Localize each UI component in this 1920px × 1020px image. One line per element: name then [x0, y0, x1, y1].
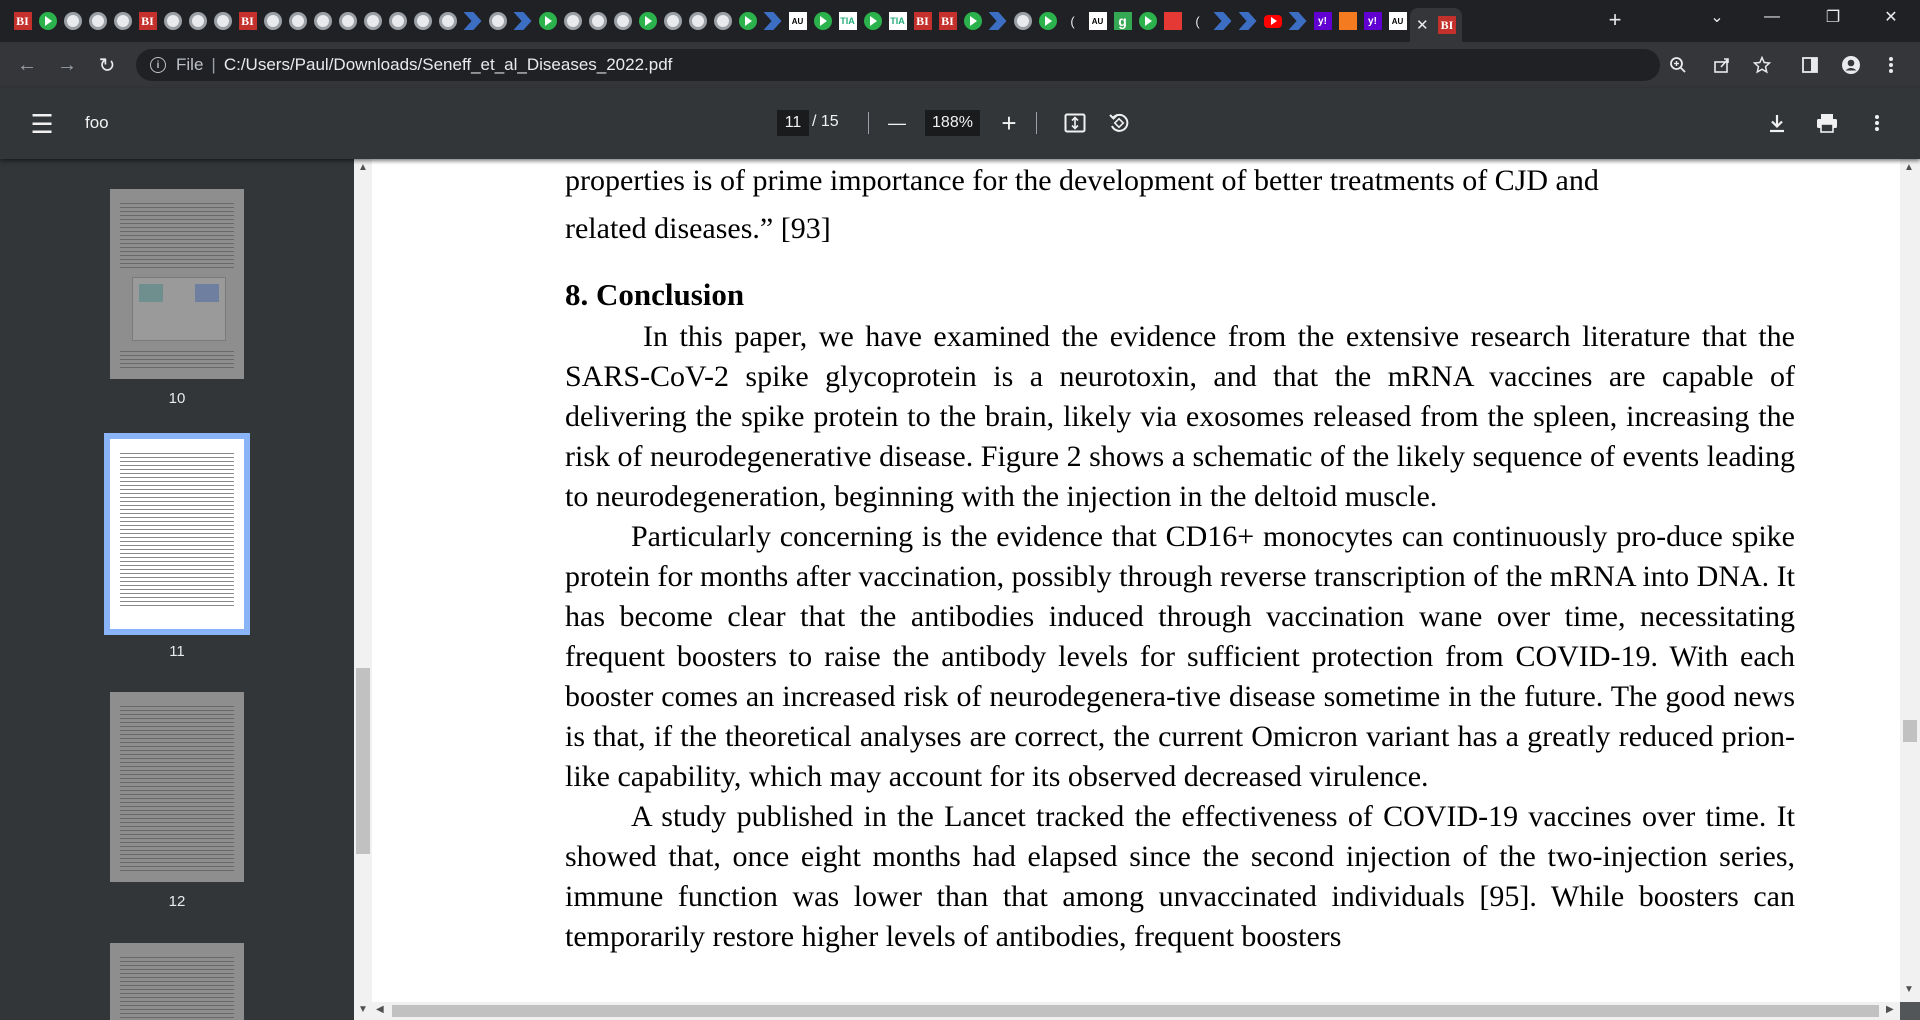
play-favicon-icon [639, 12, 657, 30]
browser-tab[interactable] [1235, 8, 1260, 34]
info-icon[interactable]: i [150, 57, 166, 73]
paren-favicon-icon: ( [1070, 13, 1075, 29]
page-thumbnail-12[interactable] [110, 692, 244, 910]
chrome-favicon-icon [289, 12, 307, 30]
browser-tab[interactable] [1360, 8, 1385, 34]
play-favicon-icon [739, 12, 757, 30]
thumbnail-image [110, 943, 244, 1020]
browser-tab[interactable] [1035, 8, 1060, 34]
chrome-favicon-icon [564, 12, 582, 30]
page-thumbnail-13[interactable] [110, 943, 244, 1020]
browser-tab[interactable] [985, 8, 1010, 34]
thumbnail-label: 11 [169, 643, 185, 660]
y-favicon-icon: y! [1364, 12, 1382, 30]
kebab-icon[interactable] [1876, 50, 1906, 80]
play-favicon-icon [39, 12, 57, 30]
horizontal-scroll-thumb[interactable] [392, 1005, 1879, 1017]
download-icon[interactable] [1762, 108, 1792, 138]
document-title: foo [85, 113, 109, 132]
chrome-favicon-icon [614, 12, 632, 30]
browser-tab[interactable] [60, 8, 85, 34]
browser-tab[interactable] [35, 8, 60, 34]
section-heading: 8. Conclusion [565, 277, 745, 312]
y-favicon-icon: y! [1314, 12, 1332, 30]
browser-tab[interactable] [1135, 8, 1160, 34]
browser-tab[interactable] [885, 8, 910, 34]
toolbar-divider [868, 112, 869, 134]
red-favicon-icon [1164, 12, 1182, 30]
chev-favicon-icon [1214, 12, 1232, 30]
browser-tab[interactable] [1285, 8, 1310, 34]
g-favicon-icon: g [1114, 12, 1132, 30]
chrome-favicon-icon [714, 12, 732, 30]
restore-button[interactable]: ❐ [1825, 9, 1841, 26]
paragraph-line-end: related diseases.” [93] [565, 212, 831, 245]
browser-tab[interactable] [535, 8, 560, 34]
document-viewer[interactable] [372, 159, 1900, 1002]
url-scheme: File [176, 55, 204, 74]
minimize-button[interactable]: — [1764, 8, 1780, 25]
page-number-input[interactable]: 11 [777, 110, 809, 136]
tab-search-button[interactable]: ⌄ [1710, 9, 1724, 26]
star-icon[interactable] [1750, 53, 1774, 77]
browser-tab[interactable] [1160, 8, 1185, 34]
zoom-in-button[interactable]: + [1001, 107, 1017, 138]
reload-button[interactable]: ↻ [98, 54, 116, 77]
browser-tab[interactable] [610, 8, 635, 34]
scroll-up-arrow-icon[interactable]: ▲ [1904, 162, 1914, 173]
browser-tab[interactable] [410, 8, 435, 34]
zoom-icon[interactable] [1666, 53, 1690, 77]
thumbnail-sidebar [0, 159, 354, 1020]
chev-favicon-icon [464, 12, 482, 30]
bi-favicon-icon: BI [914, 12, 932, 30]
browser-tab[interactable] [210, 8, 235, 34]
bi-favicon-icon: BI [1438, 16, 1456, 34]
yt-favicon-icon [1264, 15, 1282, 28]
browser-tab[interactable] [685, 8, 710, 34]
thumbnail-image [110, 189, 244, 379]
chrome-favicon-icon [364, 12, 382, 30]
play-favicon-icon [539, 12, 557, 30]
active-browser-tab[interactable] [1410, 8, 1462, 42]
chrome-favicon-icon [1014, 12, 1032, 30]
play-favicon-icon [1139, 12, 1157, 30]
more-actions-icon[interactable] [1862, 108, 1892, 138]
partial-text-line: properties is of prime importance for the development of better treatments of CJD and [565, 164, 1599, 197]
chrome-favicon-icon [314, 12, 332, 30]
browser-tab[interactable] [335, 8, 360, 34]
chrome-favicon-icon [164, 12, 182, 30]
txt-favicon-icon: AU [1089, 12, 1107, 30]
browser-tab[interactable] [1260, 8, 1285, 34]
bi-favicon-icon: BI [14, 12, 32, 30]
scroll-right-arrow-icon[interactable]: ▶ [1886, 1004, 1894, 1015]
browser-tab[interactable] [1385, 8, 1410, 34]
new-tab-button[interactable]: + [1608, 7, 1622, 32]
browser-tab[interactable] [1210, 8, 1235, 34]
paragraph: In this paper, we have examined the evidence from the extensive research literature that the SARS-CoV-2 spike glycoprotein is a neurotoxin, and that the mRNA vaccines are capable of delivering the spike protein to the brain, likely via exosomes released from the spleen, increasing the risk of neurodegenerative disease. Figure 2 shows a schematic of the likely sequence of events leading to neurodegeneration, beginning with the injection in the deltoid muscle. [565, 320, 1795, 513]
browser-tab[interactable] [710, 8, 735, 34]
browser-tab[interactable] [735, 8, 760, 34]
browser-tab[interactable] [510, 8, 535, 34]
chrome-favicon-icon [189, 12, 207, 30]
browser-tab[interactable] [585, 8, 610, 34]
chev-favicon-icon [1239, 12, 1257, 30]
profile-icon[interactable] [1836, 50, 1866, 80]
address-bar[interactable] [136, 49, 1660, 81]
browser-tab[interactable] [810, 8, 835, 34]
scroll-down-arrow-icon[interactable]: ▼ [358, 1004, 368, 1015]
figure-diagram [132, 277, 226, 341]
tile-favicon-icon: TIA [839, 12, 857, 30]
paren-favicon-icon: ( [1195, 13, 1200, 29]
bi-favicon-icon: BI [239, 12, 257, 30]
browser-tab[interactable] [860, 8, 885, 34]
browser-tab[interactable] [1060, 8, 1085, 34]
browser-tab[interactable] [185, 8, 210, 34]
browser-tab[interactable] [160, 8, 185, 34]
browser-tab[interactable] [460, 8, 485, 34]
chrome-favicon-icon [439, 12, 457, 30]
back-button[interactable]: ← [17, 53, 37, 76]
chrome-favicon-icon [589, 12, 607, 30]
chev-favicon-icon [1289, 12, 1307, 30]
browser-tab[interactable] [1085, 8, 1110, 34]
side-panel-icon[interactable] [1795, 50, 1825, 80]
share-icon[interactable] [1710, 53, 1734, 77]
play-favicon-icon [814, 12, 832, 30]
scroll-up-arrow-icon[interactable]: ▲ [358, 162, 368, 173]
browser-tab[interactable] [660, 8, 685, 34]
bi-favicon-icon: BI [939, 12, 957, 30]
pdf-toolbar [0, 88, 1920, 159]
play-favicon-icon [1039, 12, 1057, 30]
txt-favicon-icon: AU [1389, 12, 1407, 30]
txt-favicon-icon: AU [789, 12, 807, 30]
paragraph: Particularly concerning is the evidence that CD16+ monocytes can continuously pro-duce spike protein for months after vaccination, possibly through reverse transcription of the mRNA into DNA. It has become clear that the antibodies induced through vaccination wane over time, necessitating frequent boosters to raise the antibody levels for sufficient protection from COVID-19. With each booster comes an increased risk of neurodegenera-tive disease sometime in the future. The good news is that, if the theoretical analyses are correct, the current Omicron variant has a greatly reduced prion-like capability, which may account for its observed decreased virulence. [565, 520, 1795, 793]
zoom-input[interactable]: 188% [925, 110, 980, 136]
tab-strip [0, 0, 1920, 42]
browser-tab[interactable] [835, 8, 860, 34]
browser-tab[interactable] [260, 8, 285, 34]
browser-toolbar [0, 42, 1920, 88]
chrome-favicon-icon [389, 12, 407, 30]
thumbnail-label: 10 [168, 390, 186, 407]
browser-tab[interactable] [1185, 8, 1210, 34]
browser-tab[interactable] [360, 8, 385, 34]
print-icon[interactable] [1812, 108, 1842, 138]
page-content [565, 209, 1795, 957]
window-close-button[interactable]: ✕ [1884, 9, 1898, 26]
chrome-favicon-icon [664, 12, 682, 30]
bi-favicon-icon: BI [139, 12, 157, 30]
browser-tab[interactable] [235, 8, 260, 34]
sidebar-scroll-thumb[interactable] [356, 668, 370, 854]
document-scroll-thumb[interactable] [1903, 720, 1917, 742]
tab-close-icon[interactable]: ✕ [1416, 17, 1429, 34]
browser-tab[interactable] [110, 8, 135, 34]
fit-page-icon[interactable] [1060, 108, 1090, 138]
browser-tab[interactable] [485, 8, 510, 34]
paragraph: A study published in the Lancet tracked the effectiveness of COVID-19 vaccines over time. It showed that, once eight months had elapsed since the second injection of the two-injection series, immune function was lower than that among unvaccinated individuals [95]. While boosters can temporarily restore higher levels of antibodies, frequent boosters [565, 800, 1795, 953]
thumbnail-image [110, 439, 244, 629]
pdf-page [372, 159, 1900, 1002]
browser-tab[interactable] [310, 8, 335, 34]
browser-tab[interactable] [285, 8, 310, 34]
document-scrollbar[interactable] [1900, 159, 1920, 1002]
toolbar-divider [1036, 112, 1037, 134]
browser-tab[interactable] [1010, 8, 1035, 34]
chrome-favicon-icon [64, 12, 82, 30]
play-favicon-icon [864, 12, 882, 30]
tab-list [10, 8, 1462, 34]
browser-tab[interactable] [785, 8, 810, 34]
scroll-left-arrow-icon[interactable]: ◀ [376, 1004, 384, 1015]
browser-tab[interactable] [10, 8, 35, 34]
browser-tab[interactable] [760, 8, 785, 34]
tile-favicon-icon: TIA [889, 12, 907, 30]
chrome-favicon-icon [689, 12, 707, 30]
browser-tab[interactable] [435, 8, 460, 34]
thumbnail-image [110, 692, 244, 882]
browser-tab[interactable] [1310, 8, 1335, 34]
browser-tab[interactable] [85, 8, 110, 34]
chrome-favicon-icon [114, 12, 132, 30]
chrome-favicon-icon [339, 12, 357, 30]
play-favicon-icon [964, 12, 982, 30]
chev-favicon-icon [514, 12, 532, 30]
page-total: / 15 [812, 113, 839, 130]
forward-button[interactable]: → [57, 53, 77, 76]
browser-tab[interactable] [135, 8, 160, 34]
browser-tab[interactable] [1335, 8, 1360, 34]
thumbnail-label: 12 [168, 893, 186, 910]
chrome-favicon-icon [214, 12, 232, 30]
page-thumbnail-10[interactable] [110, 189, 244, 407]
sidebar-scrollbar[interactable] [354, 159, 372, 1020]
url-separator: | [211, 55, 216, 74]
browser-tab[interactable] [635, 8, 660, 34]
menu-icon[interactable]: ☰ [30, 108, 54, 139]
browser-tab[interactable] [560, 8, 585, 34]
zoom-out-button[interactable]: — [888, 112, 906, 133]
chrome-favicon-icon [489, 12, 507, 30]
browser-tab[interactable] [935, 8, 960, 34]
rotate-icon[interactable] [1104, 108, 1134, 138]
chev-favicon-icon [764, 12, 782, 30]
browser-tab[interactable] [910, 8, 935, 34]
chev-favicon-icon [989, 12, 1007, 30]
chrome-favicon-icon [264, 12, 282, 30]
browser-tab[interactable] [385, 8, 410, 34]
chrome-favicon-icon [89, 12, 107, 30]
scroll-down-arrow-icon[interactable]: ▼ [1904, 984, 1914, 995]
browser-tab[interactable] [1110, 8, 1135, 34]
orange-favicon-icon [1339, 12, 1357, 30]
url-text[interactable]: C:/Users/Paul/Downloads/Seneff_et_al_Diseases_2022.pdf [223, 55, 673, 74]
chrome-favicon-icon [414, 12, 432, 30]
page-thumbnail-11[interactable] [110, 439, 244, 660]
browser-tab[interactable] [960, 8, 985, 34]
